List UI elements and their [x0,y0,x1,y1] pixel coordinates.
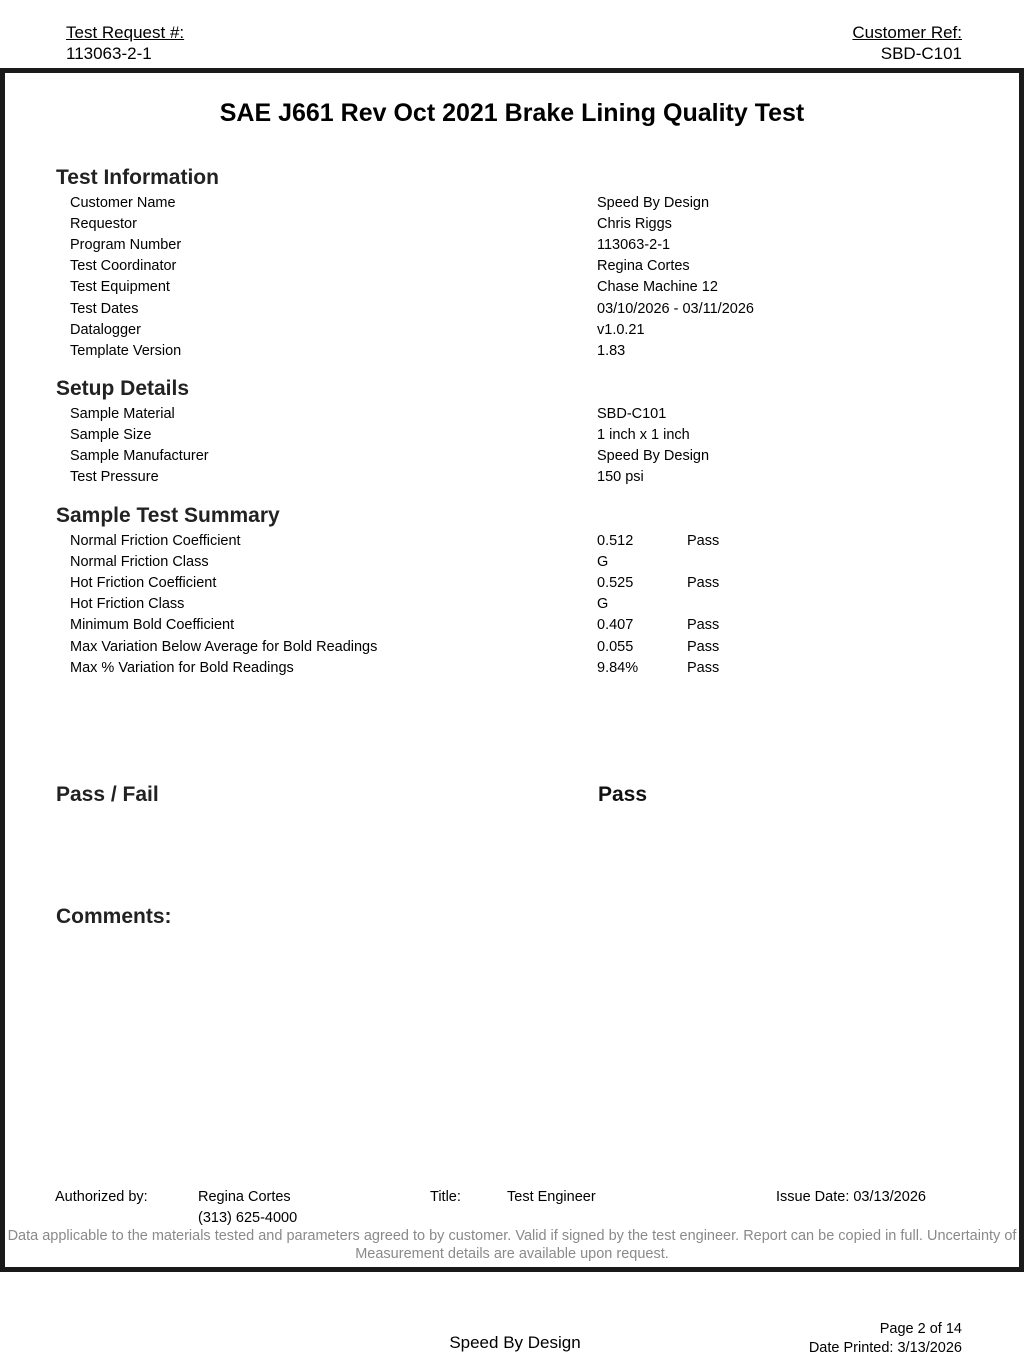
issue-date: Issue Date: 03/13/2026 [776,1189,926,1205]
row-label: Test Pressure [70,469,159,486]
row-value: 150 psi [597,469,644,486]
row-result: Pass [687,638,720,655]
disclaimer-line-1: Data applicable to the materials tested and parameters agreed to by customer. Valid if signed by the test engineer. Report can be copied in full. Uncertainty of [7,1228,1017,1244]
row-label: Requestor [70,216,137,233]
table-row [0,615,1024,636]
disclaimer-line-2: Measurement details are available upon request. [355,1246,669,1262]
row-result: Pass [687,659,720,676]
row-label: Max Variation Below Average for Bold Readings [70,638,378,655]
row-value: Speed By Design [597,195,710,211]
page-number: Page 2 of 14 [879,1321,962,1337]
authorized-by-phone: (313) 625-4000 [198,1210,298,1226]
customer-ref-value: SBD-C101 [880,44,962,63]
row-value: SBD-C101 [597,406,667,422]
row-label: Max % Variation for Bold Readings [70,659,294,676]
row-label: Datalogger [70,321,141,338]
row-value: 03/10/2026 - 03/11/2026 [597,300,754,317]
authorized-by-name: Regina Cortes [198,1189,291,1205]
table-row [0,320,1024,341]
row-value: 9.84% [597,659,639,676]
row-value: Speed By Design [597,448,710,465]
row-value: G [597,596,609,613]
comments-label: Comments: [56,905,172,928]
row-label: Minimum Bold Coefficient [70,617,235,634]
table-row [0,235,1024,256]
pass-fail-value: Pass [598,783,648,806]
row-label: Test Coordinator [70,258,177,275]
company-name: Speed By Design [449,1333,581,1352]
title-label: Title: [430,1189,461,1205]
table-row [0,637,1024,658]
row-label: Normal Friction Class [70,554,209,571]
row-value: Chris Riggs [597,216,672,233]
table-row [0,467,1024,488]
sample-test-summary-heading: Sample Test Summary [56,504,280,527]
table-row [0,214,1024,235]
table-row [0,277,1024,298]
row-value: 0.525 [597,575,634,592]
test-request-label: Test Request #: [66,23,185,42]
row-label: Test Dates [70,300,139,317]
report-title: SAE J661 Rev Oct 2021 Brake Lining Quality Test [219,99,805,127]
table-row [0,299,1024,320]
row-label: Sample Manufacturer [70,448,209,465]
table-row [0,404,1024,425]
row-result: Pass [687,575,720,592]
row-label: Template Version [70,342,182,359]
row-label: Hot Friction Coefficient [70,575,217,592]
test-request-value: 113063-2-1 [66,44,152,63]
row-value: 113063-2-1 [597,237,671,254]
table-row [0,531,1024,552]
setup-details-heading: Setup Details [56,377,190,400]
row-value: 1.83 [597,342,626,359]
table-row [0,425,1024,446]
row-value: Chase Machine 12 [597,279,718,296]
date-printed: Date Printed: 3/13/2026 [808,1340,962,1356]
row-label: Customer Name [70,195,176,211]
row-label: Hot Friction Class [70,596,185,613]
table-row [0,594,1024,615]
disclaimer [6,1227,1018,1263]
title-value: Test Engineer [507,1189,596,1205]
pass-fail-label: Pass / Fail [56,783,159,806]
table-row [0,341,1024,362]
table-row [0,552,1024,573]
row-value: Regina Cortes [597,258,690,275]
row-label: Sample Material [70,406,175,422]
table-row [0,193,1024,214]
table-row [0,573,1024,594]
row-value: 0.512 [597,533,634,549]
row-label: Test Equipment [70,279,170,296]
row-value: 1 inch x 1 inch [597,427,690,444]
row-result: Pass [687,533,720,549]
row-label: Sample Size [70,427,152,444]
table-row [0,446,1024,467]
row-label: Normal Friction Coefficient [70,533,241,549]
table-row [0,658,1024,679]
row-value: G [597,554,609,571]
row-label: Program Number [70,237,182,254]
row-value: 0.055 [597,638,634,655]
customer-ref-label: Customer Ref: [852,23,962,42]
row-result: Pass [687,617,720,634]
test-information-heading: Test Information [56,166,219,189]
row-value: v1.0.21 [597,321,645,338]
authorized-by-label: Authorized by: [55,1189,148,1205]
table-row [0,256,1024,277]
row-value: 0.407 [597,617,634,634]
